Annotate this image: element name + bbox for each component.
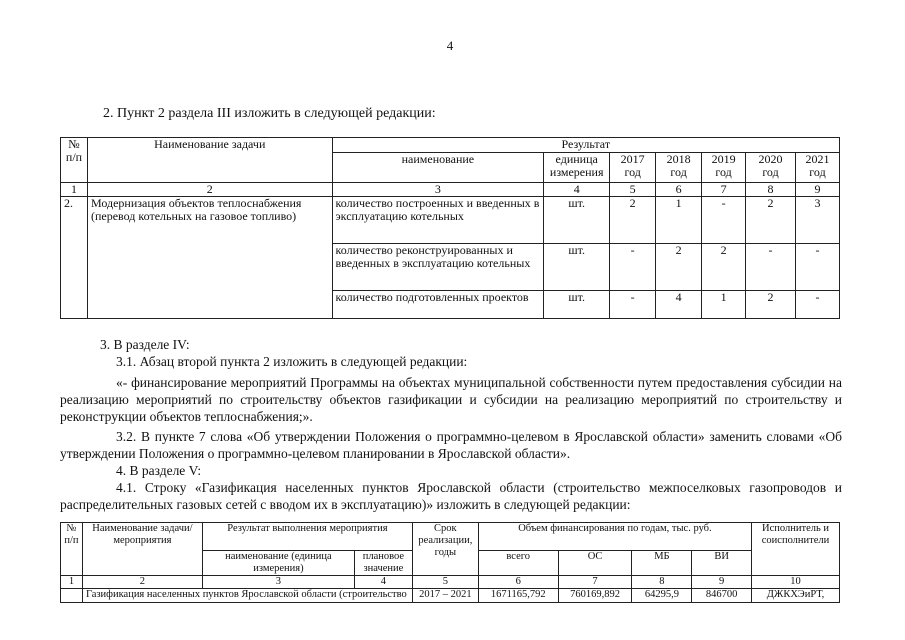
paragraph: «- финансирование мероприятий Программы на объектах муниципальной собственности путем предоставления субсидии на реализацию мероприятий по строительству объектов газификации и субсидии на реализацию мероприятий по строительству и реконструкции объектов теплоснабжения;». [60,375,842,424]
result-name: количество реконструированных и введенных в эксплуатацию котельных [332,244,544,291]
column-number: 1 [61,183,88,197]
vi-value: 846700 [692,589,752,603]
paragraph: 3.2. В пункте 7 слова «Об утверждении Положения о программно-целевом в Ярославской области» заменить словами «Об утверждении Положения о программно-целевом планировании в Ярославской области». [60,429,842,461]
paragraph: 4. В разделе V: [116,463,202,478]
column-number: 10 [752,576,840,589]
executor-value: ДЖКХЭиРТ, [752,589,840,603]
result-table [60,137,840,319]
column-number: 5 [412,576,478,589]
table-row [61,197,840,244]
task-name: Модернизация объектов теплоснабжения (перевод котельных на газовое топливо) [87,197,332,319]
header-mb: МБ [632,551,692,576]
os-value: 760169,892 [558,589,632,603]
result-value: - [795,244,839,291]
column-number: 8 [746,183,796,197]
result-value: 2 [610,197,656,244]
result-value: 2 [746,291,796,319]
total-value: 1671165,792 [478,589,558,603]
header-num: № п/п [61,523,83,576]
header-os: ОС [558,551,632,576]
header-total: всего [478,551,558,576]
header-task: Наименование задачи/мероприятия [82,523,202,576]
header-result-name: наименование (единица измерения) [202,551,354,576]
column-number: 5 [610,183,656,197]
page-number: 4 [446,38,454,53]
column-number: 2 [87,183,332,197]
result-value: - [610,244,656,291]
paragraph: 4.1. Строку «Газификация населенных пунктов Ярославской области (строительство межпоселковых газопроводов и распределительных газовых сетей с вводом их в эксплуатацию)» изложить в следующей редакции: [60,480,842,512]
term-value: 2017 – 2021 [412,589,478,603]
result-value: - [610,291,656,319]
result-value: 2 [702,244,746,291]
result-value: - [795,291,839,319]
header-num: № п/п [61,138,88,183]
result-unit: шт. [544,291,610,319]
result-value: 2 [656,244,702,291]
header-year: 2019 год [702,153,746,183]
column-number: 8 [632,576,692,589]
table-row [61,589,840,603]
header-task: Наименование задачи [87,138,332,183]
result-unit: шт. [544,197,610,244]
measure-name: Газификация населенных пунктов Ярославской области (строительство [82,589,412,603]
header-year: 2021 год [795,153,839,183]
header-result: Результат [332,138,839,153]
column-number: 9 [795,183,839,197]
column-number: 3 [202,576,354,589]
header-executor: Исполнитель и соисполнители [752,523,840,576]
column-number: 4 [544,183,610,197]
result-value: 1 [656,197,702,244]
column-numbers-row [61,183,840,197]
empty-cell [61,589,83,603]
header-vi: ВИ [692,551,752,576]
header-finance: Объем финансирования по годам, тыс. руб. [478,523,751,551]
header-term: Срок реализации, годы [412,523,478,576]
column-number: 3 [332,183,544,197]
header-year: 2020 год [746,153,796,183]
result-value: 4 [656,291,702,319]
mb-value: 64295,9 [632,589,692,603]
column-number: 7 [702,183,746,197]
header-name: наименование [332,153,544,183]
paragraph: 3.1. Абзац второй пункта 2 изложить в следующей редакции: [116,354,468,369]
column-number: 7 [558,576,632,589]
column-number: 4 [354,576,412,589]
header-unit: единица измерения [544,153,610,183]
result-name: количество построенных и введенных в эксплуатацию котельных [332,197,544,244]
result-unit: шт. [544,244,610,291]
result-value: - [746,244,796,291]
column-number: 1 [61,576,83,589]
result-value: 1 [702,291,746,319]
header-planned: плановое значение [354,551,412,576]
result-value: - [702,197,746,244]
row-number: 2. [61,197,88,319]
finance-table [60,522,840,603]
column-number: 9 [692,576,752,589]
column-number: 6 [478,576,558,589]
header-year: 2018 год [656,153,702,183]
result-value: 2 [746,197,796,244]
header-year: 2017 год [610,153,656,183]
column-numbers-row [61,576,840,589]
paragraph: 3. В разделе IV: [100,337,190,352]
column-number: 2 [82,576,202,589]
section-heading: 2. Пункт 2 раздела III изложить в следующей редакции: [103,106,436,121]
header-result: Результат выполнения мероприятия [202,523,412,551]
result-value: 3 [795,197,839,244]
column-number: 6 [656,183,702,197]
result-name: количество подготовленных проектов [332,291,544,319]
